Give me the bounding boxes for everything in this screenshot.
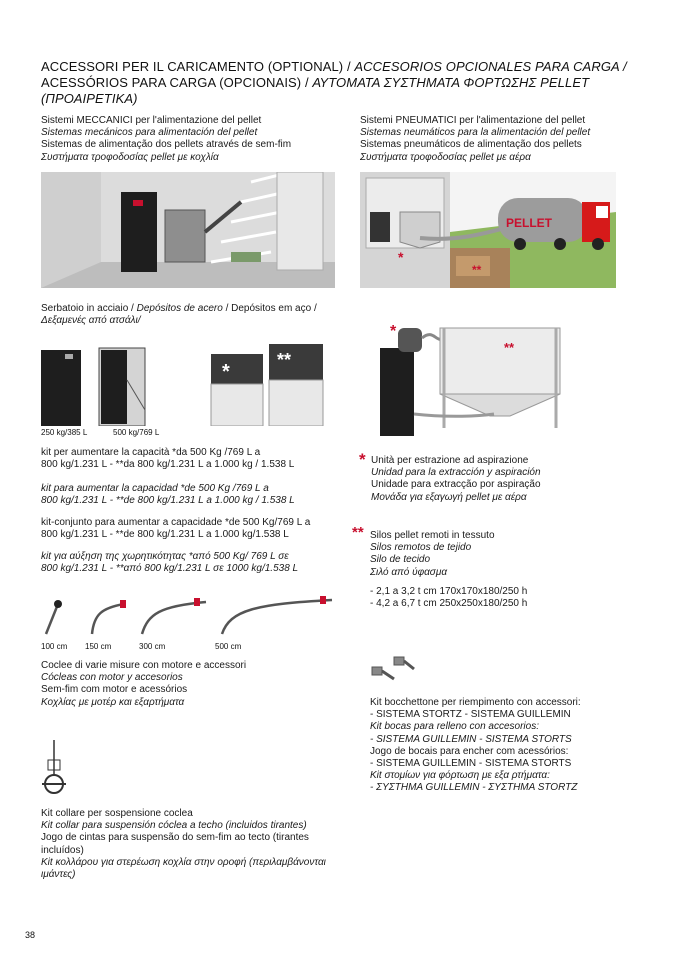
auger-length-300: 300 cm [139, 642, 166, 651]
silo-image [370, 318, 566, 436]
tank-marker-double: ** [277, 350, 292, 370]
collar-text: Kit collare per sospensione coclea Kit collar para suspensión cóclea a techo (incluidos tirantes) Jogo de cintas para suspensão do sem-fim ao tecto (tirantes incluídos) Kit κολλάρου για στερέωση κοχλία στην οροφή (περιλαμβάνονται ιμάντες) [41, 808, 326, 881]
kit-it: kit per aumentare la capacità *da 500 Kg /769 L a 800 kg/1.231 L - **da 800 kg/1.231 L a 1.000 kg / 1.538 L [41, 447, 295, 471]
nozzle-bolts-image [370, 655, 420, 685]
legend-marker-double: ** [352, 524, 364, 541]
mechanical-systems-text: Sistemi MECCANICI per l'alimentazione del pellet Sistemas mecánicos para alimentación del pellet Sistemas de alimentação dos pellets através de sem-fim Συστήματα τροφοδοσίας pellet με κοχλία [41, 115, 292, 163]
tank-capacity-1: 250 kg/385 L [41, 428, 88, 437]
pneumatic-system-image [360, 172, 616, 288]
nozzle-kit-text: Kit bocchettone per riempimento con accessori: - SISTEMA STORTZ - SISTEMA GUILLEMIN Kit bocas para relleno con accesorios: - SISTEMA GUILLEMIN - SISTEMA STORTS Jogo de bocais para encher com acessórios: - SISTEMA GUILLEMIN - SISTEMA STORTS Kit στομίων για φόρτωση με εξα ρτήματα: - ΣΥΣΤΗΜΑ GUILLEMIN - ΣΥΣΤΗΜΑ STORTZ [370, 697, 581, 794]
page-number: 38 [25, 930, 36, 940]
silo-marker-double: ** [504, 340, 515, 355]
auger-length-100: 100 cm [41, 642, 68, 651]
kit-gr: kit για αύξηση της χωρητικότητας *από 500 Kg/ 769 L σε 800 kg/1.231 L - **από 800 kg/1.231 L σε 1000 kg/1.538 L [41, 551, 299, 575]
silo-sizes: - 2,1 a 3,2 t cm 170x170x180/250 h - 4,2 a 6,7 t cm 250x250x180/250 h [370, 586, 528, 610]
marker-double: ** [472, 263, 482, 277]
marker-single: * [398, 249, 404, 265]
fabric-silo-text: Silos pellet remoti in tessuto Silos remotos de tejido Silo de tecido Σιλό από ύφασμα [370, 530, 495, 578]
silo-marker-single: * [390, 323, 397, 340]
kit-es: kit para aumentar la capacidad *de 500 Kg /769 L a 800 kg/1.231 L - **de 800 kg/1.231 L a 1.000 kg / 1.538 L [41, 483, 295, 507]
mechanical-system-image [41, 172, 335, 288]
page-title: ACCESSORI PER IL CARICAMENTO (OPTIONAL) / ACCESORIOS OPCIONALES PARA CARGA / ACESSÓRIOS PARA CARGA (OPCIONAIS) / ΑΥΤΟΜΑΤΑ ΣΥΣΤΗΜΑΤΑ ΦΟΡΤΩΣΗΣ PELLET (ΠΡΟΑΙΡΕΤΙΚΑ) [41, 59, 627, 106]
steel-tanks-image [41, 340, 331, 426]
auger-length-500: 500 cm [215, 642, 242, 651]
tank-heading: Serbatoio in acciaio / Depósitos de acero / Depósitos em aço / Δεξαμενές από ατσάλι/ [41, 303, 317, 327]
auger-length-150: 150 cm [85, 642, 112, 651]
tank-marker-single: * [222, 361, 230, 383]
pneumatic-systems-text: Sistemi PNEUMATICI per l'alimentazione del pellet Sistemas neumáticos para la alimentación del pellet Sistemas pneumáticos de alimentação dos pellets Συστήματα τροφοδοσίας pellet με αέρα [360, 115, 591, 163]
tank-capacity-2: 500 kg/769 L [113, 428, 160, 437]
legend-marker-single: * [359, 450, 366, 469]
augers-text: Coclee di varie misure con motore e accessori Cócleas con motor y accesorios Sem-fim com motor e acessórios Κοχλίας με μοτέρ και εξαρτήματα [41, 660, 247, 708]
collar-image [34, 740, 74, 800]
extraction-unit-text: Unità per estrazione ad aspirazione Unidad para la extracción y aspiración Unidade para extracção por aspiração Μονάδα για εξαγωγή pellet με αέρα [371, 455, 541, 503]
kit-pt: kit-conjunto para aumentar a capacidade *de 500 Kg/769 L a 800 kg/1.231 L - **de 800 kg/1.231 L a 1.000 kg/1.538 L [41, 517, 311, 541]
truck-label: PELLET [506, 216, 553, 230]
augers-image [36, 596, 336, 640]
